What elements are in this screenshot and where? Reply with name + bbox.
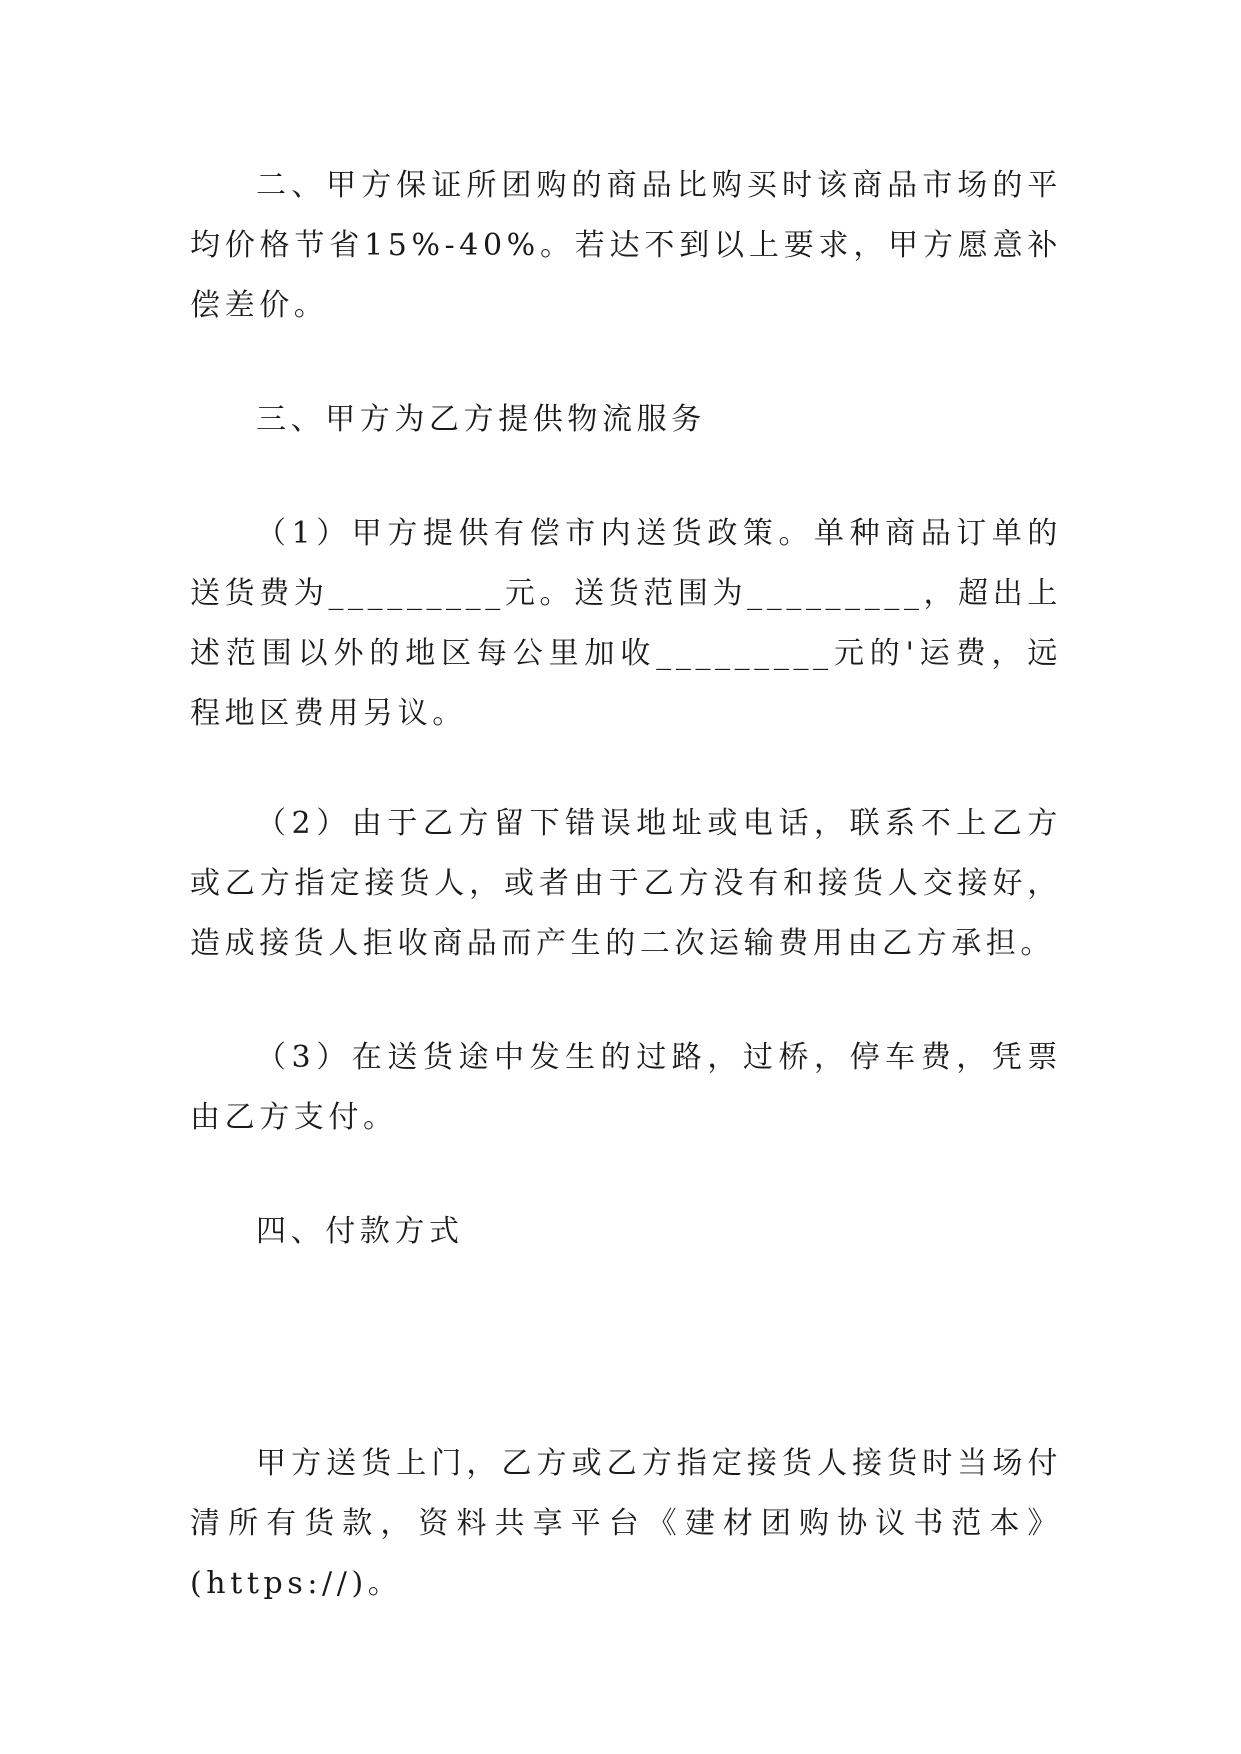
clause-3-item-1-paragraph: （1）甲方提供有偿市内送货政策。单种商品订单的送货费为_________元。送货范围为_________，超出上述范围以外的地区每公里加收_________元的'运费，远程地区费用另议。 (190, 516, 1062, 731)
clause-3-item-3-paragraph: （3）在送货途中发生的过路，过桥，停车费，凭票由乙方支付。 (190, 1040, 1062, 1135)
clause-3-item-2-paragraph: （2）由于乙方留下错误地址或电话，联系不上乙方或乙方指定接货人，或者由于乙方没有和接货人交接好，造成接货人拒收商品而产生的二次运输费用由乙方承担。 (190, 806, 1062, 961)
clause-4-heading: 四、付款方式 (256, 1214, 464, 1249)
clause-4-paragraph: 甲方送货上门，乙方或乙方指定接货人接货时当场付清所有货款，资料共享平台《建材团购协议书范本》(https://)。 (190, 1446, 1062, 1601)
clause-3-heading: 三、甲方为乙方提供物流服务 (256, 402, 706, 437)
clause-2-paragraph: 二、甲方保证所团购的商品比购买时该商品市场的平均价格节省15%-40%。若达不到以上要求，甲方愿意补偿差价。 (190, 168, 1062, 323)
